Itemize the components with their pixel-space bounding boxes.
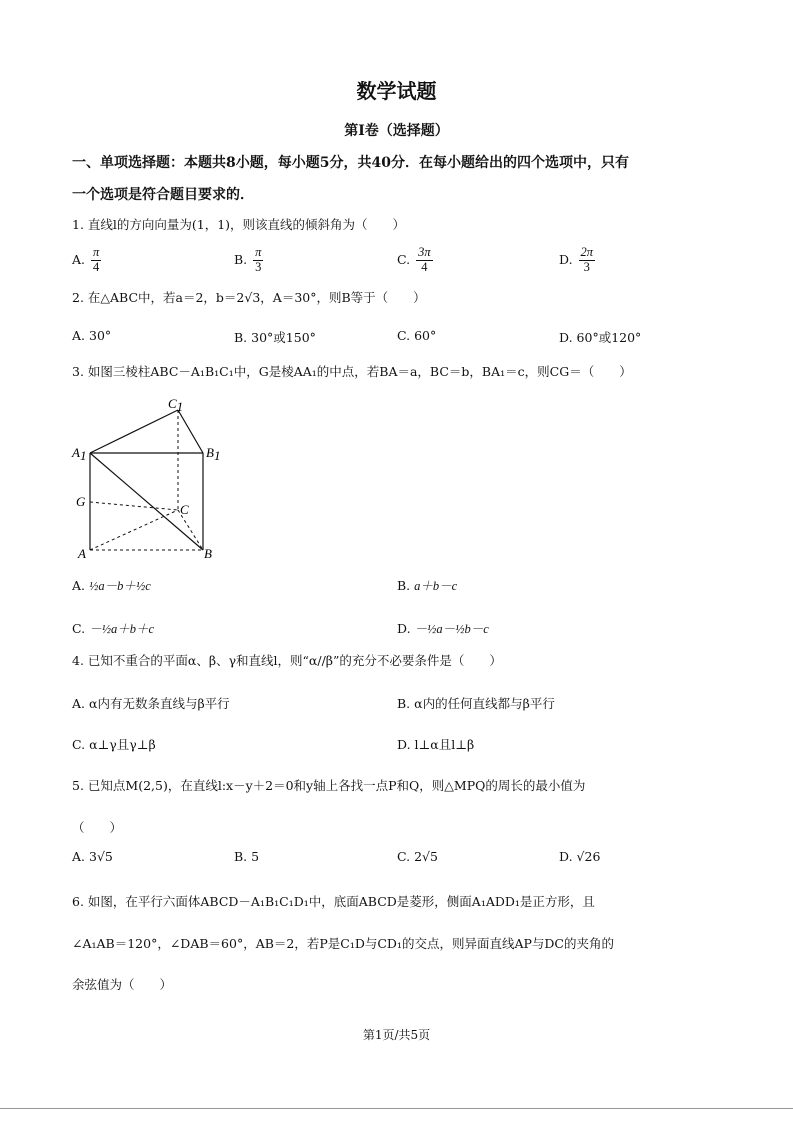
option-label: C. [72, 621, 86, 636]
q6-stem-line2: ∠A₁AB＝120°，∠DAB＝60°，AB＝2，若P是C₁D与CD₁的交点，则异面直线AP与DC的夹角的 [72, 936, 614, 951]
option-label: B. [234, 330, 248, 345]
option-label: A. [72, 251, 86, 267]
option-text: 5 [251, 849, 260, 864]
option-label: C. [397, 328, 411, 343]
option-text: ½a－b＋½c [89, 579, 151, 593]
option-text: 30° [89, 328, 112, 343]
triangular-prism-figure [70, 392, 230, 567]
option-text: a＋b－c [414, 579, 458, 593]
option-label: D. [559, 849, 573, 864]
option-label: B. [234, 251, 248, 267]
option-label: D. [559, 251, 573, 267]
option-label: B. [397, 696, 411, 711]
option-text: 3√5 [89, 849, 113, 864]
option-text: －½a－½b－c [414, 622, 489, 636]
option-text: l⊥α且l⊥β [414, 737, 475, 752]
label-B: B [204, 546, 212, 561]
q4-option-a [72, 694, 230, 712]
q3-stem: 3. 如图三棱柱ABC－A₁B₁C₁中，G是棱AA₁的中点，若BA＝a，BC＝b，BA₁＝c，则CG＝（ ） [72, 364, 632, 379]
q5-option-c [397, 849, 438, 864]
q3-option-d [397, 619, 489, 637]
section-instructions-line2: 一个选项是符合题目要求的． [72, 187, 254, 203]
fraction-denominator: 4 [421, 259, 428, 274]
option-text: α内有无数条直线与β平行 [89, 696, 230, 711]
q6-stem-line3: 余弦值为（ ） [72, 977, 173, 992]
q2-option-b [234, 328, 316, 346]
label-C1: C1 [168, 396, 184, 414]
option-text: α⊥γ且γ⊥β [89, 737, 156, 752]
option-label: C. [72, 737, 86, 752]
page-footer: 第1页/共5页 [362, 1028, 431, 1042]
q2-stem: 2. 在△ABC中，若a＝2，b＝2√3，A＝30°，则B等于（ ） [72, 290, 426, 305]
label-A: A [78, 546, 86, 561]
q5-option-b [234, 849, 259, 864]
q3-option-a [72, 576, 151, 594]
q2-option-d [559, 328, 641, 346]
section-instructions-line1: 一、单项选择题：本题共8小题，每小题5分，共40分．在每小题给出的四个选项中，只有 [72, 155, 629, 171]
label-B1: B1 [206, 445, 221, 463]
q4-option-c [72, 735, 156, 753]
option-label: B. [234, 849, 248, 864]
option-text: －½a＋b＋c [89, 622, 155, 636]
label-G: G [76, 494, 86, 509]
fraction-denominator: 4 [93, 259, 100, 274]
page-title: 数学试题 [356, 79, 437, 103]
option-label: A. [72, 849, 86, 864]
option-text: 60° [414, 328, 437, 343]
q1-stem: 1. 直线l的方向向量为(1，1)，则该直线的倾斜角为（ ） [72, 217, 406, 232]
q5-option-a [72, 849, 113, 864]
q1-option-a [72, 246, 103, 275]
option-label: D. [397, 737, 411, 752]
fraction-numerator: 2π [580, 245, 594, 259]
fraction-denominator: 3 [255, 259, 262, 274]
volume-subtitle: 第I卷（选择题） [344, 123, 449, 139]
option-label: D. [397, 621, 411, 636]
option-label: A. [72, 696, 86, 711]
q1-option-d [559, 246, 597, 275]
edge-C1B1 [178, 410, 203, 453]
edge-AC [90, 510, 178, 550]
q3-option-c [72, 619, 154, 637]
q1-option-b [234, 246, 265, 275]
label-C: C [180, 502, 189, 517]
q2-option-c [397, 328, 436, 343]
option-label: C. [397, 849, 411, 864]
fraction-numerator: π [255, 245, 262, 259]
option-text: 60°或120° [576, 330, 642, 345]
segment-GC [90, 502, 178, 510]
q3-option-b [397, 576, 457, 594]
q5-stem: 5. 已知点M(2,5)，在直线l:x－y＋2＝0和y轴上各找一点P和Q，则△MPQ的周长的最小值为 [72, 778, 586, 793]
option-label: A. [72, 328, 86, 343]
edge-A1C1 [90, 410, 178, 453]
q2-option-a [72, 328, 111, 343]
q6-stem-line1: 6. 如图，在平行六面体ABCD－A₁B₁C₁D₁中，底面ABCD是菱形，侧面A₁ADD₁是正方形，且 [72, 894, 595, 909]
q4-option-b [397, 694, 555, 712]
option-text: α内的任何直线都与β平行 [414, 696, 555, 711]
option-label: C. [397, 251, 411, 267]
bottom-divider [0, 1108, 793, 1109]
label-A1: A1 [72, 445, 87, 463]
q5-answer-paren: （ ） [72, 820, 123, 835]
option-text: 2√5 [414, 849, 438, 864]
fraction-numerator: π [93, 245, 100, 259]
option-text: 30°或150° [251, 330, 316, 345]
fraction-denominator: 3 [583, 259, 590, 274]
q4-stem: 4. 已知不重合的平面α、β、γ和直线l，则“α//β”的充分不必要条件是（ ） [72, 653, 502, 668]
option-text: √26 [576, 849, 601, 864]
option-label: A. [72, 578, 86, 593]
q5-option-d [559, 849, 600, 864]
fraction-numerator: 3π [418, 245, 431, 259]
option-label: B. [397, 578, 411, 593]
q1-option-c [397, 246, 435, 275]
q4-option-d [397, 735, 474, 753]
option-label: D. [559, 330, 573, 345]
